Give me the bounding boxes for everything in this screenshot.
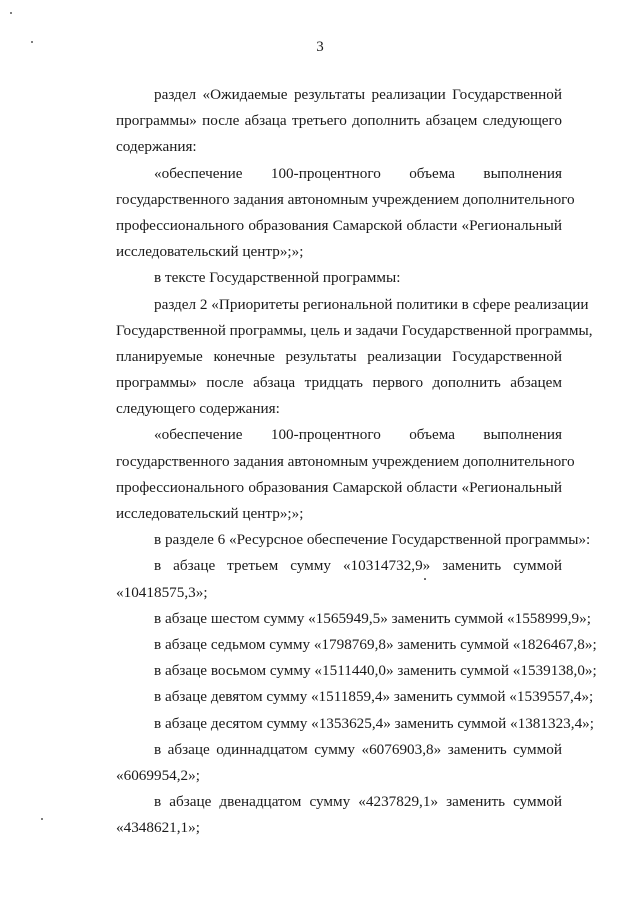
text-line: следующего содержания: — [116, 400, 280, 418]
paragraph — [78, 265, 562, 291]
text-line: раздел 2 «Приоритеты региональной политики в сфере реализации — [154, 295, 589, 313]
paragraph — [78, 684, 594, 710]
text-line: «обеспечение 100-процентного объема выполнения — [154, 426, 562, 444]
document-body — [78, 82, 597, 841]
scan-speck — [31, 41, 33, 43]
text-line: в абзаце третьем сумму «10314732,9» заменить суммой — [154, 557, 562, 575]
paragraph — [78, 632, 597, 658]
scan-speck — [10, 12, 12, 14]
paragraph — [78, 292, 593, 423]
text-line: раздел «Ожидаемые результаты реализации Государственной — [154, 86, 562, 103]
text-line: профессионального образования Самарской области «Региональный — [116, 478, 562, 496]
scan-speck — [424, 578, 426, 580]
paragraph — [78, 711, 594, 737]
text-line: в абзаце девятом сумму «1511859,4» заменить суммой «1539557,4»; — [154, 688, 594, 706]
text-line: в разделе 6 «Ресурсное обеспечение Государственной программы»: — [154, 531, 591, 549]
paragraph — [78, 527, 591, 553]
paragraph — [78, 789, 562, 841]
paragraph — [78, 737, 562, 789]
text-line: в абзаце седьмом сумму «1798769,8» заменить суммой «1826467,8»; — [154, 635, 597, 653]
text-line: планируемые конечные результаты реализации Государственной — [116, 347, 562, 365]
paragraph — [78, 82, 562, 161]
text-line: Государственной программы, цель и задачи Государственной программы, — [116, 321, 593, 339]
paragraph — [78, 553, 562, 605]
text-line: в абзаце двенадцатом сумму «4237829,1» заменить суммой — [154, 793, 562, 811]
text-line: «6069954,2»; — [116, 766, 200, 784]
text-line: государственного задания автономным учреждением дополнительного — [116, 190, 575, 208]
scan-speck — [41, 818, 43, 820]
paragraph — [78, 658, 597, 684]
paragraph — [78, 606, 591, 632]
page-number: 3 — [316, 39, 324, 55]
text-line: исследовательский центр»;»; — [116, 243, 304, 261]
text-line: содержания: — [116, 138, 197, 156]
paragraph — [78, 161, 575, 266]
text-line: «10418575,3»; — [116, 583, 208, 601]
text-line: профессионального образования Самарской области «Региональный — [116, 216, 562, 234]
text-line: программы» после абзаца третьего дополнить абзацем следующего — [116, 112, 562, 130]
text-line: в тексте Государственной программы: — [154, 269, 401, 287]
text-line: государственного задания автономным учреждением дополнительного — [116, 452, 575, 470]
text-line: в абзаце восьмом сумму «1511440,0» заменить суммой «1539138,0»; — [154, 662, 597, 680]
text-line: программы» после абзаца тридцать первого дополнить абзацем — [116, 374, 562, 392]
text-line: в абзаце десятом сумму «1353625,4» заменить суммой «1381323,4»; — [154, 714, 594, 732]
paragraph — [78, 422, 575, 527]
text-line: в абзаце шестом сумму «1565949,5» заменить суммой «1558999,9»; — [154, 609, 591, 627]
text-line: «обеспечение 100-процентного объема выполнения — [154, 164, 562, 182]
text-line: исследовательский центр»;»; — [116, 505, 304, 522]
text-line: в абзаце одиннадцатом сумму «6076903,8» заменить суммой — [154, 740, 562, 758]
text-line: «4348621,1»; — [116, 819, 200, 837]
